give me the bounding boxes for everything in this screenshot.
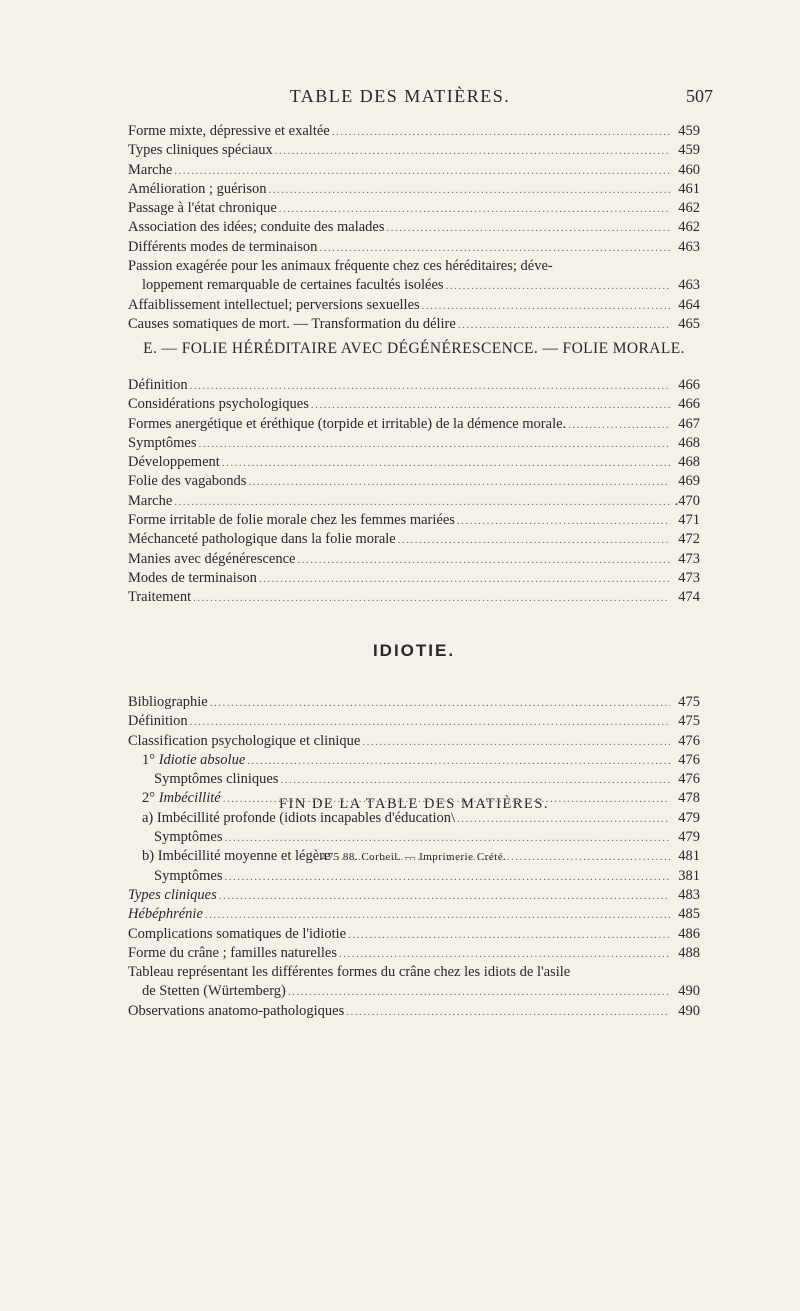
- dot-leader: [190, 713, 670, 732]
- toc-entry-text: Amélioration ; guérison: [128, 180, 267, 197]
- toc-entry-text: Passage à l'état chronique: [128, 200, 277, 217]
- dot-leader: [279, 200, 670, 219]
- toc-page-number: 490: [678, 983, 700, 1000]
- toc-page-number: 476: [678, 751, 700, 768]
- toc-page-number: 488: [678, 944, 700, 961]
- toc-entry-title: [128, 161, 172, 180]
- toc-entry-text: Marche: [128, 161, 173, 178]
- toc-entry-text: Types cliniques: [128, 886, 217, 903]
- dot-leader: [346, 1003, 670, 1022]
- toc-entry: [128, 199, 700, 218]
- section-e-heading: E. — FOLIE HÉRÉDITAIRE AVEC DÉGÉNÉRESCENCE. — FOLIE MORALE.: [143, 340, 685, 357]
- dot-leader: [280, 771, 670, 790]
- toc-page-number: 475: [678, 694, 700, 710]
- toc-entry-title: [128, 588, 191, 607]
- dot-leader: [247, 752, 670, 771]
- toc-entry-title: [128, 296, 420, 315]
- toc-entry-prefix: 1°: [142, 751, 159, 768]
- toc-page-number: 466: [678, 377, 700, 393]
- toc-entry-title: [128, 315, 456, 334]
- toc-page-number: 490: [678, 1002, 700, 1019]
- dot-leader: [210, 694, 670, 713]
- toc-page-number: 469: [678, 473, 700, 490]
- toc-entry: [128, 492, 700, 511]
- toc-entry-text: Différents modes de terminaison: [128, 238, 318, 255]
- dot-leader: [348, 926, 670, 945]
- toc-entry-title: [128, 712, 188, 731]
- toc-entry-title: [128, 453, 220, 472]
- toc-entry-text: Définition: [128, 377, 188, 393]
- toc-entry: [128, 1002, 700, 1021]
- toc-entry-text: Considérations psychologiques: [128, 396, 309, 413]
- toc-entry: [128, 395, 700, 414]
- toc-entry-title: [128, 492, 172, 511]
- toc-entry: [128, 415, 700, 434]
- dot-leader: [174, 493, 670, 512]
- toc-entry-text: Symptômes: [128, 434, 197, 451]
- toc-entry: [128, 905, 700, 924]
- toc-page-number: 476: [678, 732, 700, 749]
- toc-entry-text: Imbécillité profonde (idiots incapables d'éducation\: [156, 809, 456, 826]
- toc-entry-title: [142, 276, 444, 295]
- toc-entry-title: [128, 905, 203, 924]
- toc-entry-title: [128, 180, 267, 199]
- toc-page-number: 460: [678, 161, 700, 178]
- toc-entry-text: Classification psychologique et clinique: [128, 732, 361, 749]
- toc-page-number: 485: [678, 906, 700, 923]
- toc-page-number: 463: [678, 238, 700, 255]
- dot-leader: [387, 219, 670, 238]
- toc-entry: [128, 732, 700, 751]
- dot-leader: [332, 123, 670, 142]
- dot-leader: [224, 868, 670, 887]
- toc-entry-title: [128, 732, 360, 751]
- toc-entry-text: Forme mixte, dépressive et exaltée: [128, 123, 330, 139]
- toc-entry: [128, 453, 700, 472]
- toc-entry: [128, 472, 700, 491]
- toc-entry-title: [128, 511, 455, 530]
- toc-entry: [128, 693, 700, 712]
- dot-leader: [339, 945, 670, 964]
- toc-entry-prefix: a): [142, 809, 157, 826]
- page-number: 507: [686, 86, 713, 106]
- toc-entry: [128, 751, 700, 770]
- dot-leader: [193, 589, 670, 608]
- dot-leader: [446, 277, 670, 296]
- toc-entry: [128, 218, 700, 237]
- dot-leader: [568, 416, 670, 435]
- toc-entry-text: Forme du crâne ; familles naturelles: [128, 944, 337, 961]
- toc-entry-text: Idiotie absolue: [158, 751, 246, 768]
- dot-leader: [288, 983, 670, 1002]
- toc-entry-title: [154, 867, 222, 886]
- toc-page-number: 462: [678, 200, 700, 217]
- toc-entry-text: Types cliniques spéciaux: [128, 142, 273, 159]
- toc-block-top: [128, 122, 700, 334]
- dot-leader: [458, 316, 670, 335]
- toc-entry-title: [128, 376, 188, 395]
- toc-entry: [128, 296, 700, 315]
- toc-entry: [128, 315, 700, 334]
- dot-leader: [311, 396, 670, 415]
- toc-entry-title: [128, 141, 273, 160]
- toc-page-number: 476: [678, 771, 700, 788]
- toc-entry-text: Tableau représentant les différentes formes du crâne chez les idiots de l'asile: [128, 964, 571, 981]
- toc-entry-text: Symptômes: [154, 829, 223, 846]
- toc-entry-title: [128, 218, 385, 237]
- toc-entry-title: [128, 530, 396, 549]
- toc-entry: [128, 569, 700, 588]
- toc-entry-text: Affaiblissement intellectuel; perversions sexuelles: [128, 296, 420, 313]
- toc-page-number: 466: [678, 396, 700, 413]
- toc-page-number: 475: [678, 713, 700, 730]
- toc-page-number: .470: [674, 492, 700, 509]
- toc-entry: [128, 944, 700, 963]
- toc-entry: [128, 122, 700, 141]
- toc-page-number: 483: [678, 886, 700, 903]
- toc-entry-text: Définition: [128, 713, 188, 730]
- dot-leader: [422, 297, 670, 316]
- toc-entry-title: [128, 550, 295, 569]
- toc-entry-text: Méchanceté pathologique dans la folie morale: [128, 531, 396, 548]
- toc-entry: [128, 161, 700, 180]
- toc-page-number: 462: [678, 219, 700, 236]
- toc-entry-title: [128, 886, 217, 905]
- toc-page-number: 465: [678, 315, 700, 332]
- toc-entry-title: [128, 395, 309, 414]
- toc-entry: [128, 712, 700, 731]
- toc-entry: [128, 141, 700, 160]
- toc-entry-text: Développement: [128, 454, 220, 471]
- toc-page-number: 459: [678, 142, 700, 159]
- toc-entry: [128, 925, 700, 944]
- toc-entry: [128, 770, 700, 789]
- toc-entry-text: Symptômes cliniques: [154, 771, 279, 788]
- toc-entry-text: Forme irritable de folie morale chez les femmes mariées: [128, 512, 455, 529]
- toc-entry-text: Marche: [128, 492, 173, 509]
- toc-page-number: 471: [678, 512, 700, 529]
- toc-entry-text: Association des idées; conduite des malades: [128, 219, 385, 236]
- toc-page-number: 468: [678, 454, 700, 471]
- toc-entry-title: [154, 770, 278, 789]
- toc-page-number: 486: [678, 925, 700, 942]
- toc-entry-title: [128, 238, 317, 257]
- dot-leader: [297, 551, 670, 570]
- toc-entry-title: [128, 434, 196, 453]
- toc-entry: [128, 886, 700, 905]
- dot-leader: [457, 512, 670, 531]
- toc-entry-text: Complications somatiques de l'idiotie: [128, 925, 347, 942]
- toc-entry-text: Observations anatomo-pathologiques: [128, 1002, 345, 1019]
- toc-entry-title: [128, 122, 330, 141]
- printer-imprint: 475 88. Corbeil. — Imprimerie Crété.: [321, 851, 507, 863]
- toc-page-number: 468: [678, 434, 700, 451]
- toc-page-number: 474: [678, 589, 700, 606]
- toc-block-section-e: [128, 376, 700, 608]
- toc-entry-text: Imbécillité moyenne et légère: [157, 848, 331, 865]
- toc-entry-continuation: loppement remarquable de certaines facultés isolées: [142, 277, 444, 294]
- toc-entry: [128, 550, 700, 569]
- toc-entry-text: Passion exagérée pour les animaux fréquente chez ces héréditaires; déve-: [128, 258, 553, 275]
- dot-leader: [398, 531, 670, 550]
- toc-page-number: 479: [678, 809, 700, 826]
- toc-entry-text: Causes somatiques de mort. — Transformation du délire: [128, 315, 456, 332]
- dot-leader: [275, 142, 670, 161]
- toc-entry: [128, 867, 700, 886]
- dot-leader: [219, 887, 670, 906]
- toc-entry: [128, 982, 700, 1001]
- toc-page-number: 478: [678, 790, 700, 807]
- toc-entry-title: [128, 693, 208, 712]
- toc-entry: [128, 588, 700, 607]
- dot-leader: [222, 454, 670, 473]
- toc-entry-title: [142, 751, 245, 770]
- toc-entry: [128, 434, 700, 453]
- toc-entry: [128, 828, 700, 847]
- toc-entry-text: Modes de terminaison: [128, 569, 257, 586]
- dot-leader: [174, 162, 670, 181]
- toc-page-number: 479: [678, 829, 700, 846]
- dot-leader: [259, 570, 670, 589]
- dot-leader: [319, 239, 670, 258]
- toc-entry: [128, 511, 700, 530]
- running-title: TABLE DES MATIÈRES.: [289, 86, 511, 106]
- toc-entry-title: [128, 1002, 344, 1021]
- dot-leader: [190, 377, 670, 396]
- toc-entry-prefix: 2°: [142, 790, 159, 807]
- toc-page-number: 473: [678, 550, 700, 567]
- toc-page-number: 461: [678, 180, 700, 197]
- toc-entry: [128, 276, 700, 295]
- toc-entry-title: [142, 982, 286, 1001]
- toc-page-number: 381: [678, 867, 700, 884]
- toc-entry: [128, 180, 700, 199]
- end-of-table-note: FIN DE LA TABLE DES MATIÈRES.: [278, 796, 550, 812]
- toc-entry-text: Hébéphrénie: [128, 906, 203, 923]
- dot-leader: [269, 181, 670, 200]
- dot-leader: [224, 829, 670, 848]
- dot-leader: [205, 906, 670, 925]
- toc-entry-text: Imbécillité: [158, 790, 221, 807]
- toc-entry: [128, 376, 700, 395]
- toc-page-number: 459: [678, 123, 700, 139]
- toc-page-number: 473: [678, 569, 700, 586]
- toc-entry-text: Manies avec dégénérescence: [128, 550, 296, 567]
- toc-entry-text: Symptômes: [154, 867, 223, 884]
- toc-page-number: 467: [678, 415, 700, 432]
- toc-entry-title: [128, 472, 246, 491]
- toc-page-number: 464: [678, 296, 700, 313]
- dot-leader: [248, 473, 670, 492]
- toc-entry-prefix: b): [142, 848, 158, 865]
- toc-entry-continuation: de Stetten (Würtemberg): [142, 983, 286, 1000]
- toc-entry-text: Folie des vagabonds: [128, 473, 247, 490]
- idiotie-heading: IDIOTIE.: [372, 641, 456, 660]
- toc-entry-title: [128, 944, 337, 963]
- toc-entry: [128, 238, 700, 257]
- dot-leader: [362, 733, 670, 752]
- toc-entry-text: Traitement: [128, 589, 192, 606]
- toc-entry-title: [128, 415, 566, 434]
- toc-page-number: 463: [678, 277, 700, 294]
- toc-page-number: 481: [678, 848, 700, 865]
- toc-entry-text: Formes anergétique et éréthique (torpide et irritable) de la démence morale.: [128, 415, 567, 432]
- toc-entry-title: [128, 569, 257, 588]
- dot-leader: [198, 435, 670, 454]
- toc-entry-title: [154, 828, 222, 847]
- toc-entry-title: [128, 199, 277, 218]
- toc-entry-text: Bibliographie: [128, 694, 208, 710]
- toc-entry: [128, 530, 700, 549]
- toc-entry-title: [128, 925, 346, 944]
- toc-page-number: 472: [678, 531, 700, 548]
